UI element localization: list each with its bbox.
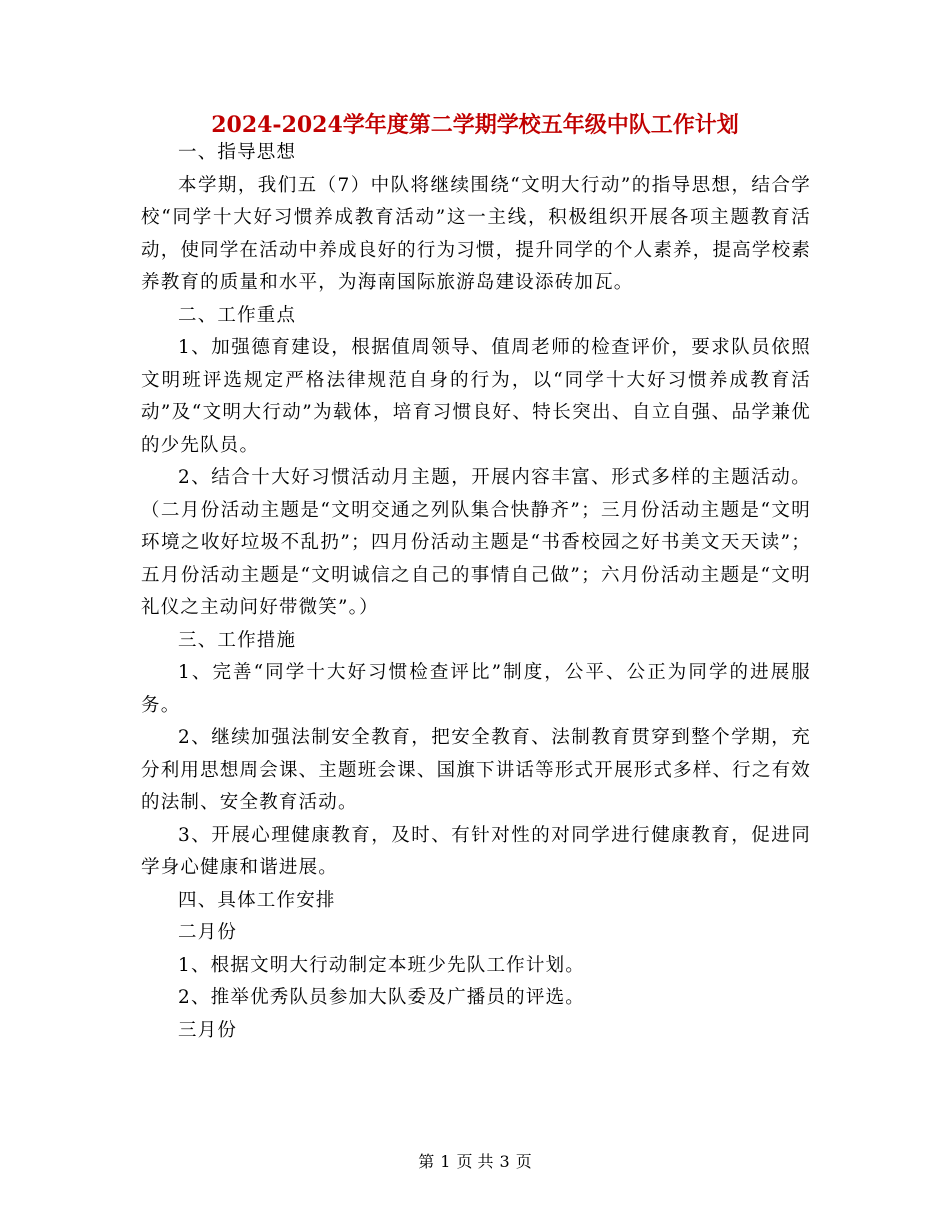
section-heading-schedule: 四、具体工作安排 xyxy=(178,889,336,911)
section-heading-guiding-ideology: 一、指导思想 xyxy=(178,142,297,163)
document-title: 2024-2024学年度第二学期学校五年级中队工作计划 xyxy=(211,112,739,138)
document-body xyxy=(141,137,811,1047)
footer-page-number: 1 xyxy=(440,1152,451,1171)
page-footer xyxy=(0,1150,950,1174)
paragraph-work-measures-2: 2、继续加强法制安全教育，把安全教育、法制教育贯穿到整个学期，充分利用思想周会课、主题班会课、国旗下讲话等形式开展形式多样、行之有效的法制、安全教育活动。 xyxy=(141,727,811,813)
paragraph-guiding-ideology: 本学期，我们五（7）中队将继续围绕“文明大行动”的指导思想，结合学校“同学十大好习惯养成教育活动”这一主线，积极组织开展各项主题教育活动，使同学在活动中养成良好的行为习惯，提升同学的个人素养，提高学校素养教育的质量和水平，为海南国际旅游岛建设添砖加瓦。 xyxy=(141,174,811,293)
section-heading-work-measures: 三、工作措施 xyxy=(178,629,297,651)
footer-suffix: 页 xyxy=(515,1152,532,1171)
footer-prefix: 第 xyxy=(418,1152,435,1171)
paragraph-work-measures-3: 3、开展心理健康教育，及时、有针对性的对同学进行健康教育，促进同学身心健康和谐进展。 xyxy=(141,824,811,878)
schedule-item-february-2: 2、推举优秀队员参加大队委及广播员的评选。 xyxy=(178,987,585,1008)
month-heading-february: 二月份 xyxy=(178,922,238,943)
section-heading-work-focus: 二、工作重点 xyxy=(178,304,297,326)
schedule-item-february-1: 1、根据文明大行动制定本班少先队工作计划。 xyxy=(178,954,585,976)
paragraph-work-measures-1: 1、完善“同学十大好习惯检查评比”制度，公平、公正为同学的进展服务。 xyxy=(141,662,811,716)
footer-middle: 页 共 xyxy=(456,1152,494,1171)
footer-total-pages: 3 xyxy=(499,1152,510,1171)
paragraph-work-focus-2: 2、结合十大好习惯活动月主题，开展内容丰富、形式多样的主题活动。（二月份活动主题是“文明交通之列队集合快静齐”；三月份活动主题是“文明环境之收好垃圾不乱扔”；四月份活动主题是“书香校园之好书美文天天读”；五月份活动主题是“文明诚信之自己的事情自己做”；六月份活动主题是“文明礼仪之主动问好带微笑”。） xyxy=(141,467,811,618)
paragraph-work-focus-1: 1、加强德育建设，根据值周领导、值周老师的检查评价，要求队员依照文明班评选规定严格法律规范自身的行为，以“同学十大好习惯养成教育活动”及“文明大行动”为载体，培育习惯良好、特长突出、自立自强、品学兼优的少先队员。 xyxy=(141,337,811,456)
month-heading-march: 三月份 xyxy=(178,1019,238,1041)
